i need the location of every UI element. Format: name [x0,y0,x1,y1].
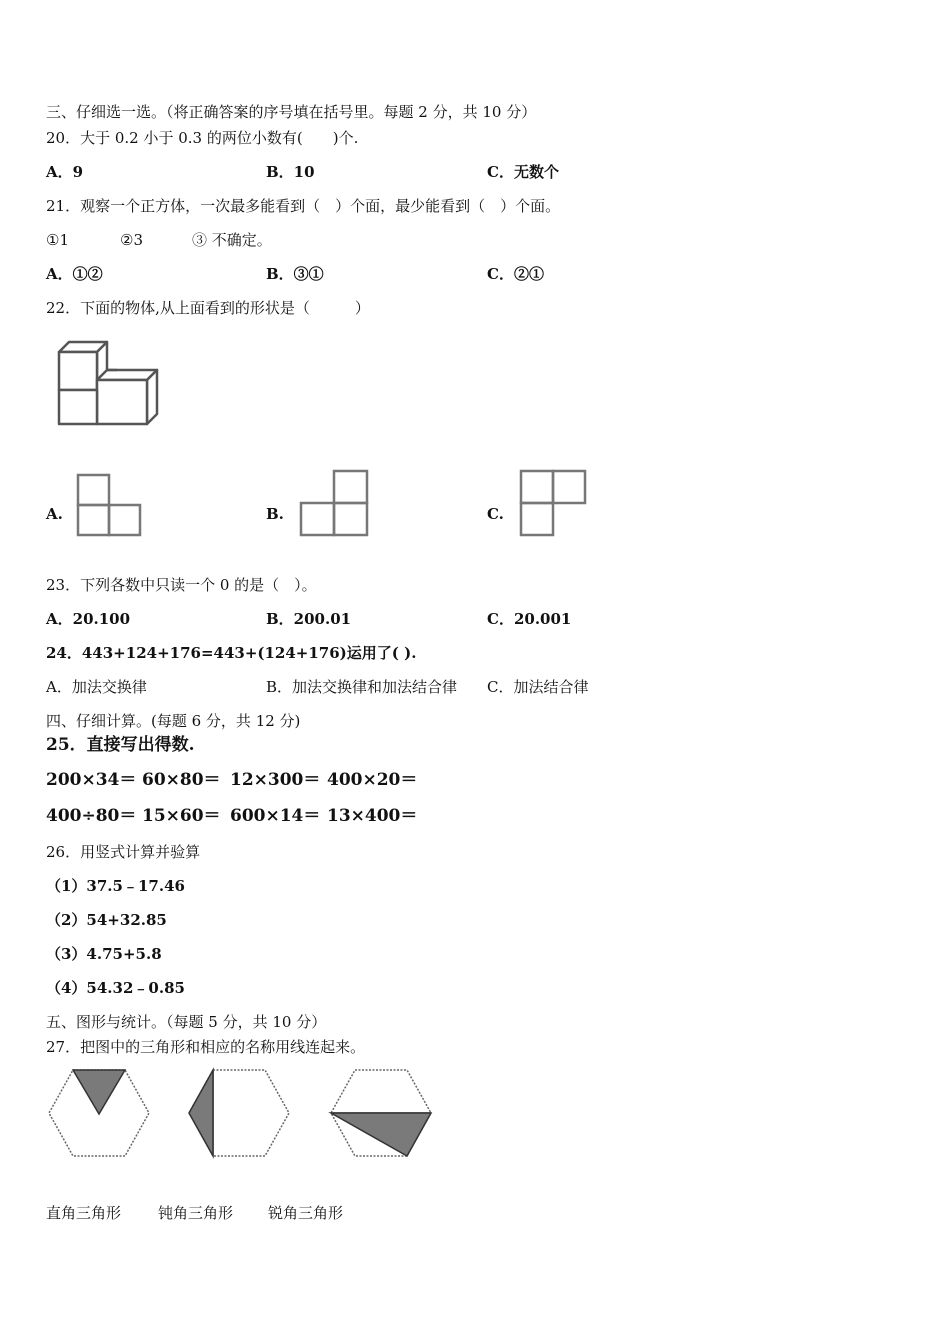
section-3-title: 三、仔细选一选。（将正确答案的序号填在括号里。每题 2 分，共 10 分） [46,103,537,121]
section-4-title: 四、仔细计算。(每题 6 分，共 12 分) [46,712,301,730]
q22-option-b-label: B. [266,505,284,523]
q23-option-c: C．20.001 [487,610,572,628]
q27-name-obtuse-triangle: 钝角三角形 [158,1204,234,1222]
q22-option-c-label: C. [487,505,504,523]
q24-text: 24．443+124+176=443+(124+176)运用了( ). [46,644,417,662]
q20-option-c: C．无数个 [487,163,559,181]
section-5-title: 五、图形与统计。（每题 5 分，共 10 分） [46,1013,327,1031]
q25-row1-item-4: 400×20＝ [327,770,418,790]
q20-text: 20．大于 0.2 小于 0.3 的两位小数有( )个. [46,129,359,147]
q22-option-a-shape [76,473,142,537]
q25-row1-item-2: 60×80＝ [142,770,221,790]
q25-row2-item-3: 600×14＝ [230,806,321,826]
q21-option-c: C．②① [487,265,544,283]
q22-text: 22．下面的物体,从上面看到的形状是（ ） [46,299,370,317]
q21-choice-2: ②3 [120,231,143,249]
q21-option-a: A．①② [46,265,103,283]
q21-option-b: B．③① [266,265,324,283]
q25-row1-item-3: 12×300＝ [230,770,321,790]
q21-choice-3: ③ 不确定。 [192,231,272,249]
q27-text: 27．把图中的三角形和相应的名称用线连起来。 [46,1038,366,1056]
q25-row1-item-1: 200×34＝ [46,770,137,790]
q26-item-2: （2）54+32.85 [46,911,167,929]
q27-hexagon-3 [329,1068,433,1160]
q21-choice-1: ①1 [46,231,69,249]
q20-option-b: B．10 [266,163,315,181]
q26-item-3: （3）4.75+5.8 [46,945,162,963]
q26-item-1: （1）37.5﹣17.46 [46,877,185,895]
q26-item-4: （4）54.32﹣0.85 [46,979,185,997]
q24-option-c: C．加法结合律 [487,678,589,696]
q25-row2-item-2: 15×60＝ [142,806,221,826]
q25-row2-item-1: 400÷80＝ [46,806,137,826]
q27-hexagon-1 [47,1068,151,1160]
q22-option-a-label: A. [46,505,63,523]
q24-option-b: B．加法交换律和加法结合律 [266,678,458,696]
q23-option-b: B．200.01 [266,610,352,628]
q20-option-a: A．9 [46,163,84,181]
q22-cube-figure [55,338,165,430]
q25-row2-item-4: 13×400＝ [327,806,418,826]
q22-option-b-shape [299,469,369,537]
q23-text: 23．下列各数中只读一个 0 的是（ ）。 [46,576,317,594]
q27-hexagon-2 [187,1068,291,1160]
q23-option-a: A．20.100 [46,610,131,628]
q27-name-right-triangle: 直角三角形 [46,1204,122,1222]
q27-name-acute-triangle: 锐角三角形 [268,1204,344,1222]
q22-option-c-shape [519,469,587,537]
q21-text: 21．观察一个正方体，一次最多能看到（ ）个面，最少能看到（ ）个面。 [46,197,561,215]
q24-option-a: A．加法交换律 [46,678,147,696]
q26-text: 26．用竖式计算并验算 [46,843,201,861]
q25-text: 25．直接写出得数. [46,735,195,755]
